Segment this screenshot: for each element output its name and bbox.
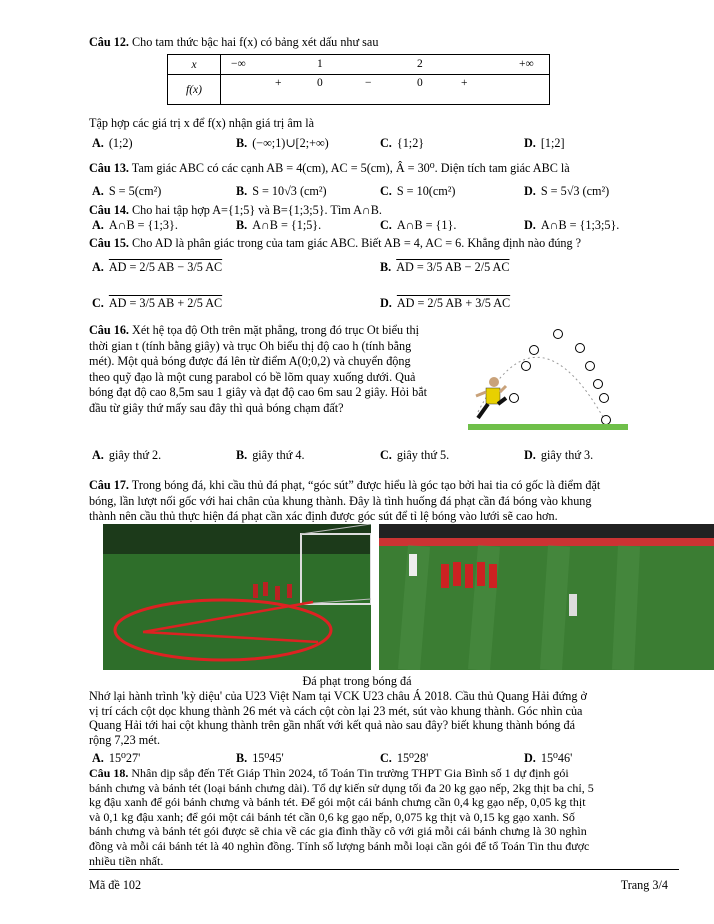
q17-body: Nhớ lại hành trình 'kỳ diệu' của U23 Việt Nam tại VCK U23 châu Á 2018. Cầu thủ Quang Hải đứng ở vị trí cách cột dọc khung thành 26 mét và cách cột còn lại 23 mét, sút vào khung thành. Góc nhìn của Quang Hải tới hai cột khung thành trên gần nhất với kết quả nào sau đây? biết khung thành bóng đá rộng 7,23 mét. — [89, 689, 587, 747]
q12-option-d[interactable]: D. [1;2] — [524, 136, 565, 150]
ball-icon — [554, 330, 563, 339]
free-kick-photo-left — [103, 524, 371, 670]
q16-stem: Câu 16. Xét hệ tọa độ Oth trên mặt phẳng, trong đó trục Ot biểu thị thời gian t (tính bằng giây) và trục Oh biểu thị độ cao h (tính bằng mét). Một quả bóng được đá lên từ điểm A(0;0,2) và chuyển động theo quỹ đạo là một cung parabol có bề lõm quay xuống dưới. Quả bóng đạt độ cao 8,5m sau 1 giây và đạt độ cao 6m sau 2 giây. Hỏi bắt đầu từ giây thứ mấy sau đây thì quả bóng chạm đất? — [89, 323, 428, 415]
ball-icon — [530, 346, 539, 355]
q17-label: Câu 17. — [89, 478, 129, 492]
footer-page-number: Trang 3/4 — [620, 878, 668, 892]
q12-option-b[interactable]: B. (−∞;1)∪[2;+∞) — [236, 136, 329, 150]
q14-stem — [89, 203, 382, 218]
sign-table-f-row — [221, 75, 550, 105]
q17-option-d[interactable]: D. 15⁰46' — [524, 751, 573, 765]
q15-option-a[interactable]: A. AD = 2/5 AB − 3/5 AC — [92, 260, 223, 274]
x-neg-inf: −∞ — [231, 58, 246, 70]
q16-option-a[interactable]: A. giây thứ 2. — [92, 448, 162, 462]
q12-prompt: Tập hợp các giá trị x để f(x) nhận giá trị âm là — [89, 116, 315, 130]
ball-icon — [594, 380, 603, 389]
figure-caption: Đá phạt trong bóng đá — [302, 674, 412, 688]
q13-text: Tam giác ABC có các cạnh AB = 4(cm), AC = 5(cm), Â = 30⁰. Diện tích tam giác ABC là — [131, 161, 570, 175]
ball-trajectory-illustration — [468, 326, 628, 440]
q15-text: Cho AD là phân giác trong của tam giác ABC. Biết AB = 4, AC = 6. Khẳng định nào đúng ? — [132, 236, 582, 250]
grass-strip — [468, 424, 628, 430]
q18-label: Câu 18. — [89, 766, 129, 780]
sign-table — [167, 54, 550, 105]
sign-table-x-row — [221, 55, 550, 75]
q16-option-b[interactable]: B. giây thứ 4. — [236, 448, 305, 462]
q13-stem — [89, 161, 570, 176]
ball-icon — [522, 362, 531, 371]
ball-icon — [602, 416, 611, 425]
ball-icon — [586, 362, 595, 371]
q12-option-c[interactable]: C. {1;2} — [380, 136, 425, 150]
q12-option-a[interactable]: A. (1;2) — [92, 136, 133, 150]
sign-zero-1: 0 — [317, 77, 323, 89]
q15-option-d[interactable]: D. AD = 2/5 AB + 3/5 AC — [380, 296, 511, 310]
q16-option-c[interactable]: C. giây thứ 5. — [380, 448, 450, 462]
q12-text: Cho tam thức bậc hai f(x) có bảng xét dấu như sau — [132, 35, 379, 49]
q12-stem — [89, 35, 378, 50]
player-figure — [476, 377, 506, 418]
q14-label: Câu 14. — [89, 203, 129, 217]
q17-option-a[interactable]: A. 15⁰27' — [92, 751, 141, 765]
q13-option-a[interactable]: A. S = 5(cm²) — [92, 184, 162, 198]
x-root-2: 2 — [417, 58, 423, 70]
q18-stem: Câu 18. Nhân dịp sắp đến Tết Giáp Thìn 2024, tổ Toán Tin trường THPT Gia Bình số 1 dự định gói bánh chưng và bánh tét (loại bánh chưng dài). Tổ dự kiến sử dụng tối đa 20 kg gạo nếp, 2kg thịt ba chỉ, 5 kg đậu xanh để gói bánh chưng và bánh tét. Để gói một cái bánh chưng cần 0,4 kg gạo nếp, 0,05 kg thịt và 0,1 kg đậu xanh; để gói một cái bánh tét cần 0,6 kg gạo nếp, 0,075 kg thịt và 0,15 kg gạo xanh. Số bánh chưng và bánh tét gói được sẽ chia về các gia đình thầy cô với giá mỗi cái bánh chưng là 30 nghìn đồng và mỗi cái bánh tét là 40 nghìn đồng. Tính số lượng bánh mỗi loại cần gói để tổ Toán Tin thu được nhiều tiền nhất. — [89, 766, 594, 868]
sign-table-f-header: f(x) — [168, 75, 221, 105]
q15-option-b[interactable]: B. AD = 3/5 AB − 2/5 AC — [380, 260, 510, 274]
q14-option-c[interactable]: C. A∩B = {1}. — [380, 218, 457, 232]
q14-option-b[interactable]: B. A∩B = {1;5}. — [236, 218, 322, 232]
q15-stem — [89, 236, 581, 251]
q17-option-c[interactable]: C. 15⁰28' — [380, 751, 429, 765]
sign-plus-1: + — [275, 77, 282, 89]
footer-rule — [89, 869, 679, 870]
q16-option-d[interactable]: D. giây thứ 3. — [524, 448, 594, 462]
free-kick-photo-right — [379, 524, 714, 670]
q16-label: Câu 16. — [89, 323, 129, 337]
sign-plus-2: + — [461, 77, 468, 89]
q12-label: Câu 12. — [89, 35, 129, 49]
q14-option-d[interactable]: D. A∩B = {1;3;5}. — [524, 218, 620, 232]
x-root-1: 1 — [317, 58, 323, 70]
q13-label: Câu 13. — [89, 161, 129, 175]
q13-option-d[interactable]: D. S = 5√3 (cm²) — [524, 184, 610, 198]
q15-label: Câu 15. — [89, 236, 129, 250]
sign-zero-2: 0 — [417, 77, 423, 89]
ball-icon — [600, 394, 609, 403]
q14-text: Cho hai tập hợp A={1;5} và B={1;3;5}. Tìm A∩B. — [132, 203, 382, 217]
ball-icon — [576, 344, 585, 353]
sign-table-x-header: x — [168, 55, 221, 75]
q17-intro: Câu 17. Trong bóng đá, khi cầu thủ đá phạt, “góc sút” được hiểu là góc tạo bởi hai tia có gốc là điểm đặt bóng, lần lượt nối gốc với hai chân của khung thành. Đây là tình huống đá phạt cần đá bóng vào khung thành nên cầu thủ thực hiện đá phạt cần xác định được góc sút để tỉ lệ bóng vào lưới sẽ cao hơn. — [89, 478, 601, 523]
x-pos-inf: +∞ — [519, 58, 534, 70]
q17-option-b[interactable]: B. 15⁰45' — [236, 751, 284, 765]
ball-icon — [510, 394, 519, 403]
sign-minus: − — [365, 77, 372, 89]
q13-option-b[interactable]: B. S = 10√3 (cm²) — [236, 184, 327, 198]
q15-option-c[interactable]: C. AD = 3/5 AB + 2/5 AC — [92, 296, 223, 310]
q13-option-c[interactable]: C. S = 10(cm²) — [380, 184, 456, 198]
q14-option-a[interactable]: A. A∩B = {1;3}. — [92, 218, 178, 232]
footer-exam-code: Mã đề 102 — [89, 878, 142, 892]
